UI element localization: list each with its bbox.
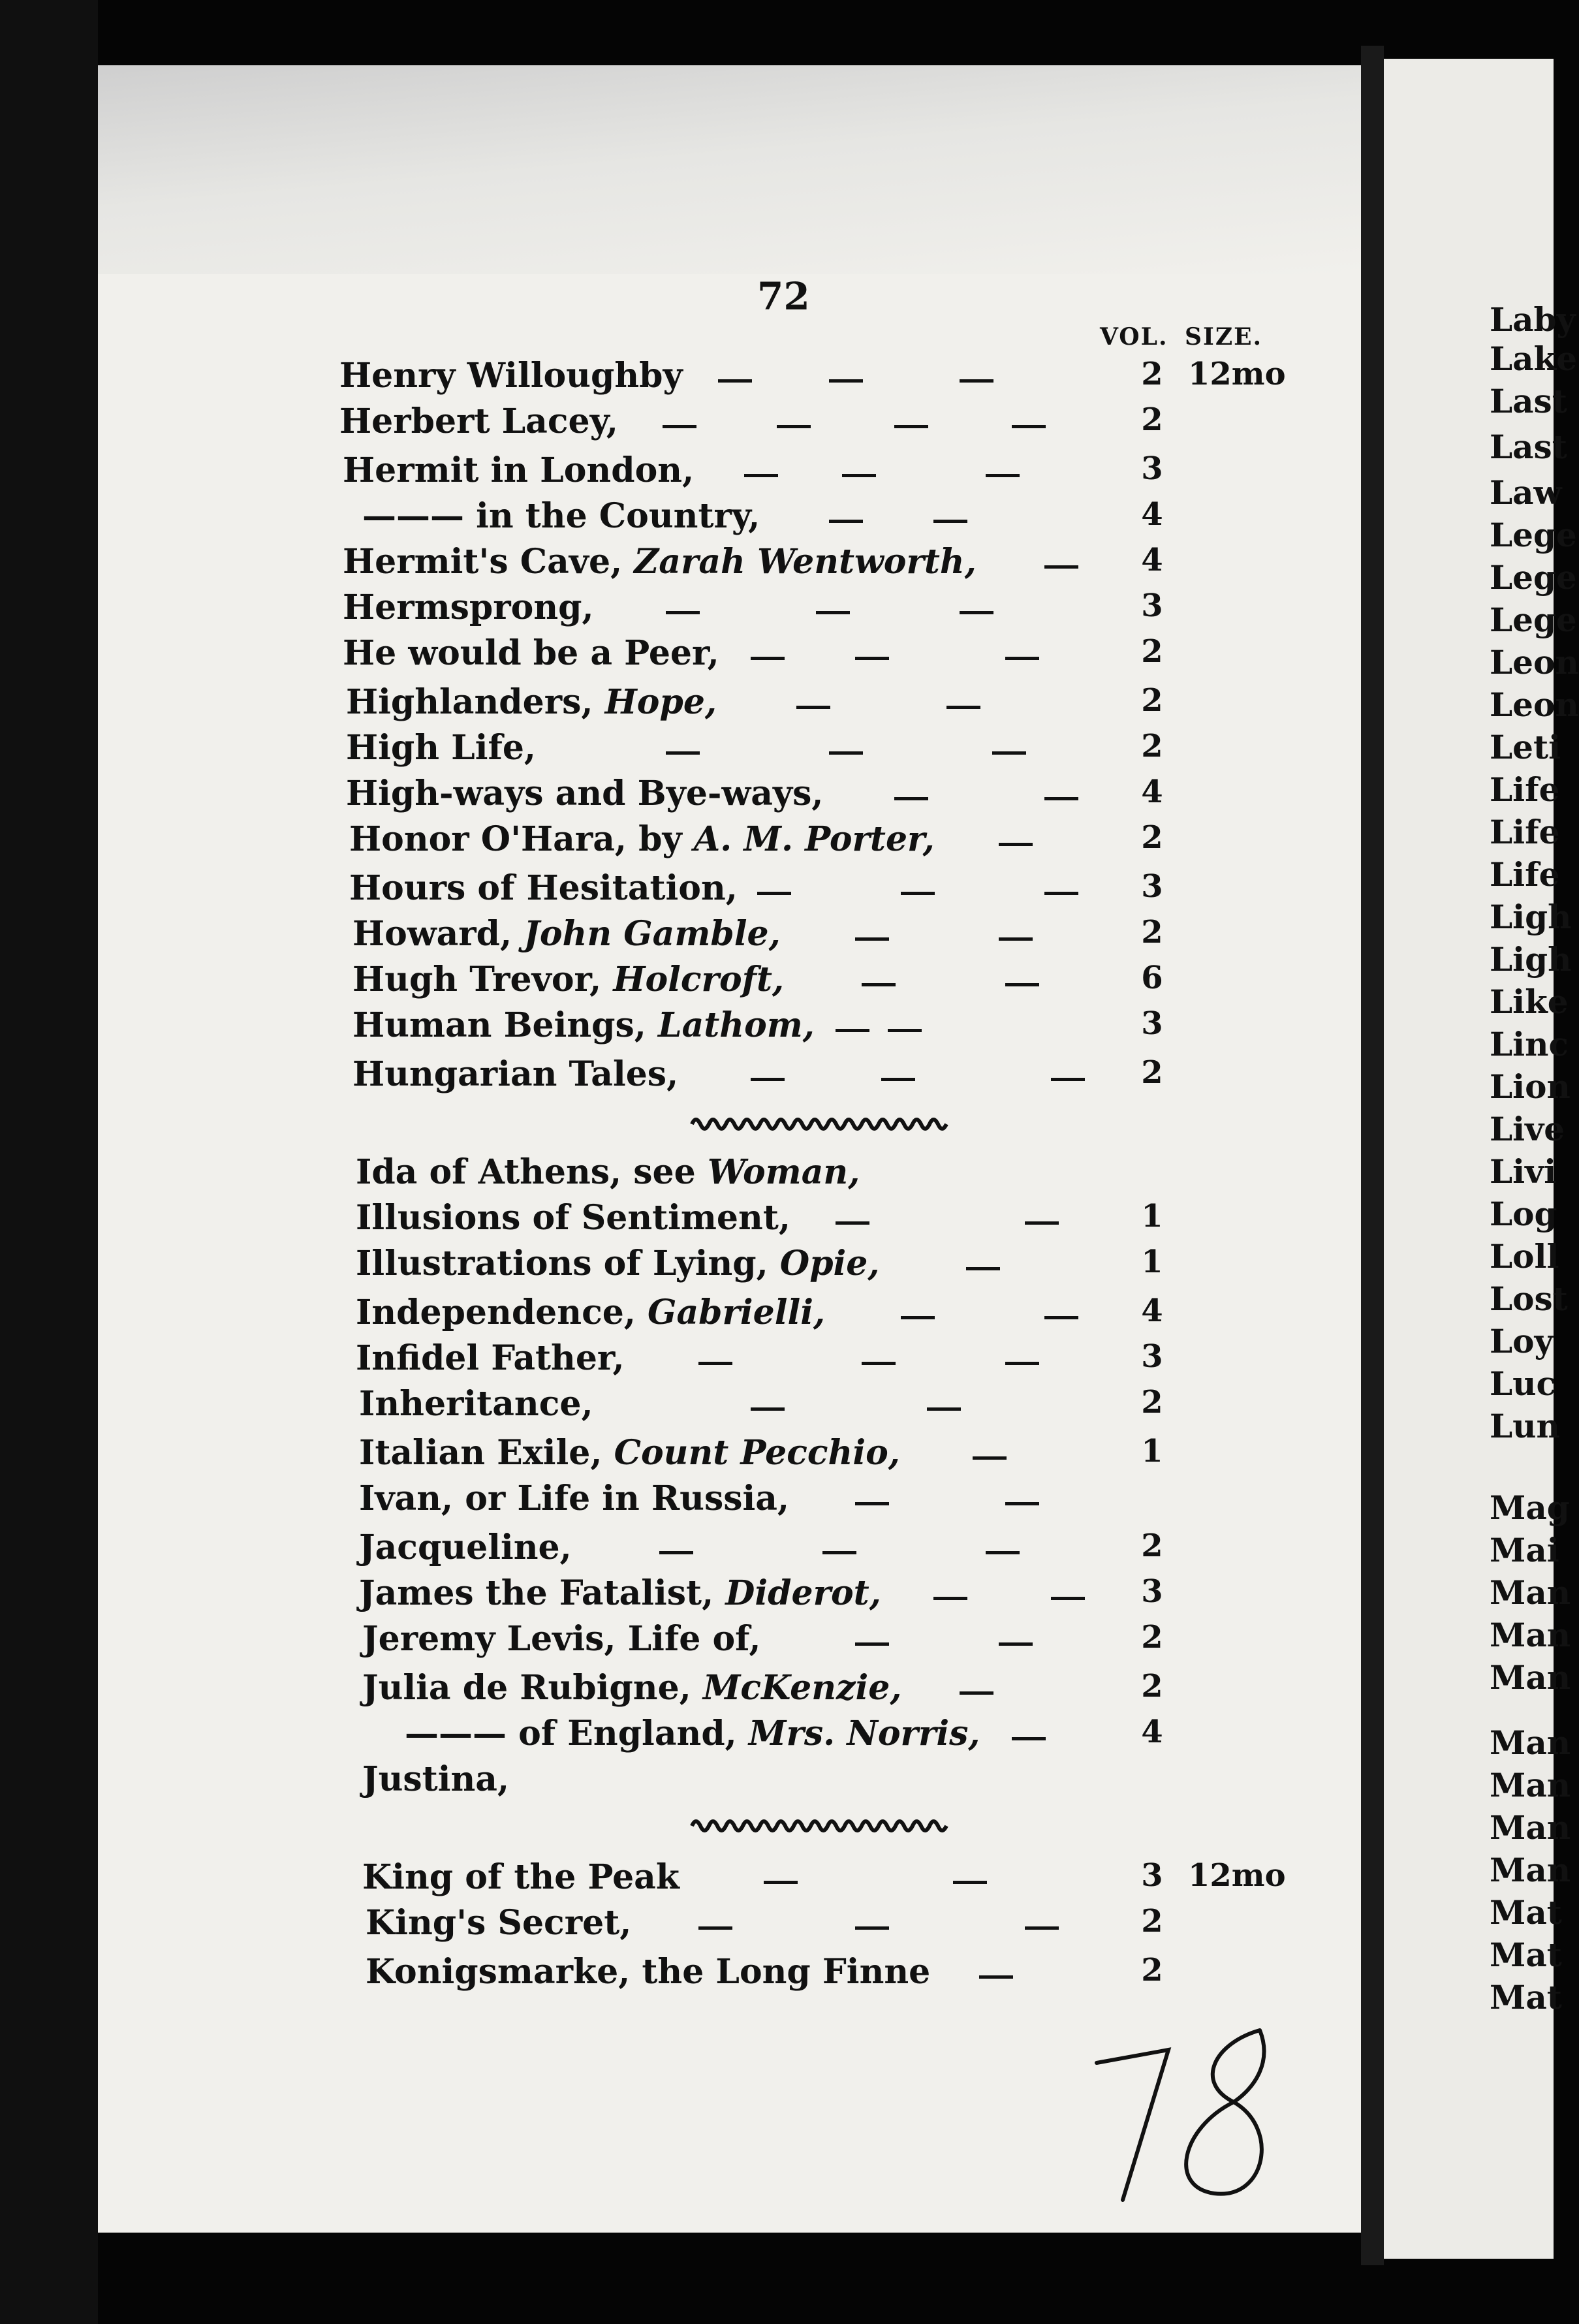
handwritten-number	[1084, 2004, 1292, 2213]
leader-dash	[796, 706, 830, 709]
entry-author: McKenzie,	[702, 1668, 902, 1708]
entry-volumes: 1	[1141, 1198, 1163, 1234]
facing-page-word: Lege	[1490, 601, 1577, 639]
leader-dash	[927, 1407, 961, 1411]
leader-dash	[862, 1362, 896, 1365]
entry-volumes: 1	[1141, 1433, 1163, 1469]
facing-page-word: Mag	[1490, 1488, 1570, 1527]
leader-dash	[855, 1642, 889, 1646]
facing-page-word: Like	[1490, 982, 1569, 1021]
catalog-entry	[0, 1952, 1554, 1998]
entry-title-text: Hermit in London,	[343, 450, 695, 490]
entry-title-text: Hermit's Cave,	[343, 542, 623, 582]
leader-dash	[946, 706, 980, 709]
leader-dash	[698, 1362, 732, 1365]
facing-page-word: Laby	[1490, 300, 1576, 339]
entry-title	[346, 774, 824, 813]
entry-title-text: King of the Peak	[362, 1857, 680, 1897]
entry-title	[359, 1528, 572, 1567]
leader-dash	[933, 1597, 967, 1600]
entry-title-text: Highlanders,	[346, 682, 593, 722]
catalog-entry	[0, 542, 1554, 588]
leader-dash	[855, 937, 889, 941]
entry-volumes: 2	[1141, 1903, 1163, 1939]
entry-title	[356, 1244, 880, 1283]
facing-page-word: Last	[1490, 382, 1567, 420]
entry-title-text: Illusions of Sentiment,	[356, 1198, 790, 1238]
facing-page-word: Life	[1490, 813, 1560, 851]
catalog-entry	[0, 1433, 1554, 1479]
leader-dash	[751, 657, 785, 660]
facing-page-word: Luc	[1490, 1364, 1556, 1403]
leader-dash	[663, 425, 696, 428]
section-separator	[0, 1812, 1554, 1838]
leader-dash	[894, 425, 928, 428]
leader-dash	[992, 751, 1026, 755]
entry-volumes: 3	[1141, 450, 1163, 487]
leader-dash	[999, 843, 1033, 846]
facing-page-word: Lake	[1490, 339, 1578, 378]
leader-dash	[836, 1221, 869, 1225]
facing-page-word: Leti	[1490, 728, 1561, 766]
leader-dash	[960, 379, 993, 383]
leader-dash	[822, 1551, 856, 1554]
entry-volumes: 2	[1141, 1054, 1163, 1091]
facing-page-word: Life	[1490, 855, 1560, 894]
leader-dash	[751, 1078, 785, 1081]
entry-title-text: Herbert Lacey,	[339, 401, 618, 441]
catalog-entry	[0, 356, 1554, 401]
leader-dash	[999, 937, 1033, 941]
entry-title	[366, 1903, 631, 1943]
facing-page-word: Leon	[1490, 643, 1579, 682]
catalog-entry	[0, 1293, 1554, 1338]
leader-dash	[855, 657, 889, 660]
entry-title	[349, 868, 738, 908]
entry-title	[359, 1479, 789, 1518]
facing-page-word: Mai	[1490, 1531, 1559, 1569]
entry-volumes: 2	[1141, 728, 1163, 764]
entry-title	[343, 588, 594, 627]
entry-title	[346, 728, 536, 768]
entry-volumes: 2	[1141, 401, 1163, 438]
facing-page-word: Loll	[1490, 1237, 1559, 1276]
leader-dash	[698, 1926, 732, 1930]
facing-page-word: Mat	[1490, 1893, 1562, 1932]
column-header-vol: VOL.	[1100, 323, 1168, 351]
catalog-entry	[0, 1573, 1554, 1619]
entry-title	[359, 1433, 900, 1473]
entry-title	[349, 819, 935, 859]
facing-page-word: Man	[1490, 1573, 1571, 1612]
entry-volumes: 4	[1141, 1293, 1163, 1329]
entry-volumes: 2	[1141, 1528, 1163, 1564]
catalog-entry	[0, 1668, 1554, 1714]
entry-title	[343, 450, 694, 490]
catalog-entry	[0, 960, 1554, 1005]
leader-dash	[901, 1316, 935, 1319]
leader-dash	[933, 520, 967, 523]
leader-dash	[881, 1078, 915, 1081]
entry-volumes: 2	[1141, 682, 1163, 719]
leader-dash	[986, 1551, 1020, 1554]
entry-title	[362, 1857, 680, 1897]
entry-volumes: 3	[1141, 1573, 1163, 1610]
entry-title-text: Human Beings,	[352, 1005, 646, 1045]
leader-dash	[1044, 1316, 1078, 1319]
entry-author: A. M. Porter,	[693, 819, 935, 859]
entry-size: 12mo	[1188, 1857, 1286, 1894]
facing-page-word: Life	[1490, 770, 1560, 809]
catalog-entry	[0, 914, 1554, 960]
catalog-entry	[0, 774, 1554, 819]
entry-title	[352, 1054, 678, 1094]
facing-page-word: Log	[1490, 1195, 1557, 1233]
entry-volumes: 4	[1141, 774, 1163, 810]
leader-dash	[888, 1029, 922, 1032]
catalog-entry	[0, 1005, 1554, 1051]
facing-page-word: Ligh	[1490, 898, 1572, 936]
leader-dash	[1044, 797, 1078, 800]
leader-dash	[855, 1926, 889, 1930]
entry-title-text: Henry Willoughby	[339, 356, 683, 396]
entry-title	[343, 542, 977, 582]
leader-dash	[986, 474, 1020, 477]
catalog-entry	[0, 1152, 1557, 1198]
entry-volumes: 2	[1141, 1668, 1163, 1704]
leader-dash	[829, 520, 863, 523]
facing-page-word: Lege	[1490, 558, 1577, 597]
entry-title-text: High Life,	[346, 728, 537, 768]
entry-title	[356, 1152, 860, 1192]
entry-title-text: Julia de Rubigne,	[362, 1668, 691, 1708]
facing-page-word: Mat	[1490, 1936, 1562, 1974]
leader-dash	[829, 379, 863, 383]
leader-dash	[829, 751, 863, 755]
entry-title	[356, 1198, 790, 1238]
page-number: 72	[757, 274, 810, 319]
leader-dash	[1005, 983, 1039, 986]
leader-dash	[1044, 892, 1078, 895]
entry-title-text: Hungarian Tales,	[352, 1054, 679, 1094]
leader-dash	[718, 379, 752, 383]
leader-dash	[764, 1881, 798, 1884]
catalog-entry	[0, 1384, 1554, 1430]
catalog-entry	[0, 1338, 1554, 1384]
entry-volumes: 6	[1141, 960, 1163, 996]
facing-page-word: Lion	[1490, 1067, 1571, 1106]
facing-page-word: Man	[1490, 1658, 1571, 1697]
leader-dash	[757, 892, 791, 895]
section-separator	[0, 1110, 1554, 1136]
entry-volumes: 2	[1141, 1384, 1163, 1421]
entry-title-text: Howard,	[352, 914, 512, 954]
entry-author: Gabrielli,	[648, 1293, 826, 1332]
column-header-size: SIZE.	[1185, 323, 1263, 351]
entry-title	[359, 1384, 593, 1424]
catalog-entry	[0, 1244, 1554, 1289]
entry-title	[356, 1293, 825, 1332]
entry-title	[366, 1952, 930, 1992]
entry-title	[405, 1714, 980, 1753]
leader-dash	[999, 1642, 1033, 1646]
leader-dash	[1005, 1362, 1039, 1365]
entry-volumes: 3	[1141, 1338, 1163, 1375]
facing-page-word: Man	[1490, 1808, 1571, 1847]
entry-volumes: 4	[1141, 496, 1163, 533]
entry-volumes: 2	[1141, 914, 1163, 950]
entry-volumes: 4	[1141, 542, 1163, 578]
leader-dash	[1051, 1078, 1085, 1081]
entry-title-text: Konigsmarke, the Long Finne	[366, 1952, 931, 1992]
entry-title	[362, 1668, 902, 1708]
entry-title-text: ——— of England,	[405, 1714, 737, 1753]
entry-volumes: 3	[1141, 1005, 1163, 1042]
entry-title	[346, 682, 717, 722]
catalog-entry	[0, 496, 1554, 542]
catalog-entry	[0, 1714, 1554, 1759]
facing-page-word: Live	[1490, 1110, 1565, 1148]
facing-page-word: Law	[1490, 473, 1562, 512]
catalog-entry	[0, 450, 1554, 496]
entry-title-text: ——— in the Country,	[362, 496, 760, 536]
facing-page-word: Man	[1490, 1723, 1571, 1762]
entry-title-text: Jacqueline,	[359, 1528, 572, 1567]
entry-title-text: James the Fatalist,	[359, 1573, 714, 1613]
entry-author: Count Pecchio,	[614, 1433, 900, 1473]
entry-title-text: Illustrations of Lying,	[356, 1244, 768, 1283]
entry-author: Hope,	[604, 682, 717, 722]
catalog-entry	[0, 868, 1554, 914]
entry-title-text: King's Secret,	[366, 1903, 632, 1943]
leader-dash	[894, 797, 928, 800]
entry-author: Mrs. Norris,	[748, 1714, 980, 1753]
catalog-entry	[0, 633, 1554, 679]
page-fold-shadow	[98, 65, 1361, 274]
entry-volumes: 4	[1141, 1714, 1163, 1750]
facing-page-word: Loy	[1490, 1322, 1554, 1360]
leader-dash	[751, 1407, 785, 1411]
catalog-entry	[0, 682, 1554, 728]
entry-title	[362, 1759, 509, 1799]
entry-author: Opie,	[779, 1244, 880, 1283]
entry-title-text: He would be a Peer,	[343, 633, 719, 673]
entry-author: John Gamble,	[524, 914, 781, 954]
leader-dash	[1025, 1926, 1059, 1930]
catalog-entry	[0, 1528, 1554, 1573]
facing-page-word: Man	[1490, 1616, 1571, 1654]
facing-page-word: Man	[1490, 1851, 1571, 1889]
facing-page-word: Linc	[1490, 1025, 1569, 1063]
leader-dash	[855, 1502, 889, 1505]
leader-dash	[666, 751, 700, 755]
entry-author: Zarah Wentworth,	[634, 542, 977, 582]
catalog-entry	[0, 1857, 1554, 1903]
entry-size: 12mo	[1188, 356, 1286, 392]
entry-author: Woman,	[707, 1152, 860, 1192]
facing-page-word: Leon	[1490, 685, 1579, 724]
leader-dash	[1012, 1737, 1046, 1740]
catalog-entry	[0, 401, 1554, 447]
leader-dash	[901, 892, 935, 895]
leader-dash	[1012, 425, 1046, 428]
entry-volumes: 3	[1141, 868, 1163, 905]
entry-title-text: Honor O'Hara, by	[349, 819, 682, 859]
entry-title	[343, 633, 719, 673]
entry-volumes: 3	[1141, 1857, 1163, 1894]
entry-title	[352, 960, 784, 999]
entry-volumes: 2	[1141, 1619, 1163, 1656]
catalog-entry	[0, 588, 1554, 633]
entry-title	[352, 914, 781, 954]
facing-page-word: Lege	[1490, 516, 1577, 554]
catalog-entry	[0, 1198, 1554, 1244]
entry-title-text: High-ways and Bye-ways,	[346, 774, 824, 813]
entry-title-text: Ida of Athens, see	[356, 1152, 696, 1192]
facing-page-word: Last	[1490, 428, 1567, 466]
entry-title-text: Italian Exile,	[359, 1433, 602, 1473]
entry-volumes: 3	[1141, 588, 1163, 624]
facing-page-word: Mat	[1490, 1978, 1562, 2017]
facing-page-word: Ligh	[1490, 940, 1572, 979]
entry-author: Lathom,	[658, 1005, 815, 1045]
leader-dash	[836, 1029, 869, 1032]
entry-title	[352, 1005, 815, 1045]
entry-title-text: Inheritance,	[359, 1384, 593, 1424]
leader-dash	[744, 474, 778, 477]
entry-title	[356, 1338, 625, 1378]
leader-dash	[816, 611, 850, 614]
entry-author: Holcroft,	[613, 960, 785, 999]
leader-dash	[966, 1267, 1000, 1270]
leader-dash	[960, 1691, 993, 1695]
entry-title	[362, 496, 760, 536]
catalog-entry	[0, 819, 1554, 865]
entry-title-text: Independence,	[356, 1293, 636, 1332]
leader-dash	[666, 611, 700, 614]
facing-page-word: Livi	[1490, 1152, 1557, 1191]
catalog-entry	[0, 1903, 1554, 1949]
facing-page-word: Man	[1490, 1766, 1571, 1804]
leader-dash	[979, 1975, 1013, 1979]
leader-dash	[1051, 1597, 1085, 1600]
leader-dash	[1005, 657, 1039, 660]
leader-dash	[1025, 1221, 1059, 1225]
leader-dash	[842, 474, 876, 477]
entry-author: Diderot,	[725, 1573, 881, 1613]
catalog-entry	[0, 1759, 1554, 1805]
catalog-entry	[0, 728, 1554, 774]
entry-volumes: 2	[1141, 633, 1163, 670]
entry-title	[339, 401, 618, 441]
leader-dash	[960, 611, 993, 614]
leader-dash	[659, 1551, 693, 1554]
entry-title-text: Ivan, or Life in Russia,	[359, 1479, 790, 1518]
entry-volumes: 2	[1141, 1952, 1163, 1988]
facing-page-word: Lost	[1490, 1280, 1568, 1318]
leader-dash	[953, 1881, 987, 1884]
entry-title-text: Justina,	[362, 1759, 510, 1799]
entry-title	[359, 1573, 881, 1613]
entry-volumes: 2	[1141, 356, 1163, 392]
leader-dash	[1005, 1502, 1039, 1505]
handwritten-number-text: 78	[1084, 2004, 1085, 2005]
entry-volumes: 1	[1141, 1244, 1163, 1280]
leader-dash	[973, 1456, 1007, 1460]
entry-title-text: Jeremy Levis, Life of,	[362, 1619, 761, 1659]
entry-title	[339, 356, 683, 396]
catalog-entry	[0, 1619, 1554, 1665]
entry-title-text: Hermsprong,	[343, 588, 594, 627]
catalog-entry	[0, 1479, 1554, 1524]
leader-dash	[1044, 565, 1078, 569]
entry-title-text: Hugh Trevor,	[352, 960, 602, 999]
facing-page-word: Lun	[1490, 1407, 1560, 1445]
leader-dash	[862, 983, 896, 986]
entry-volumes: 2	[1141, 819, 1163, 856]
entry-title-text: Infidel Father,	[356, 1338, 625, 1378]
entry-title	[362, 1619, 761, 1659]
catalog-entry	[0, 1054, 1554, 1100]
leader-dash	[777, 425, 811, 428]
entry-title-text: Hours of Hesitation,	[349, 868, 738, 908]
